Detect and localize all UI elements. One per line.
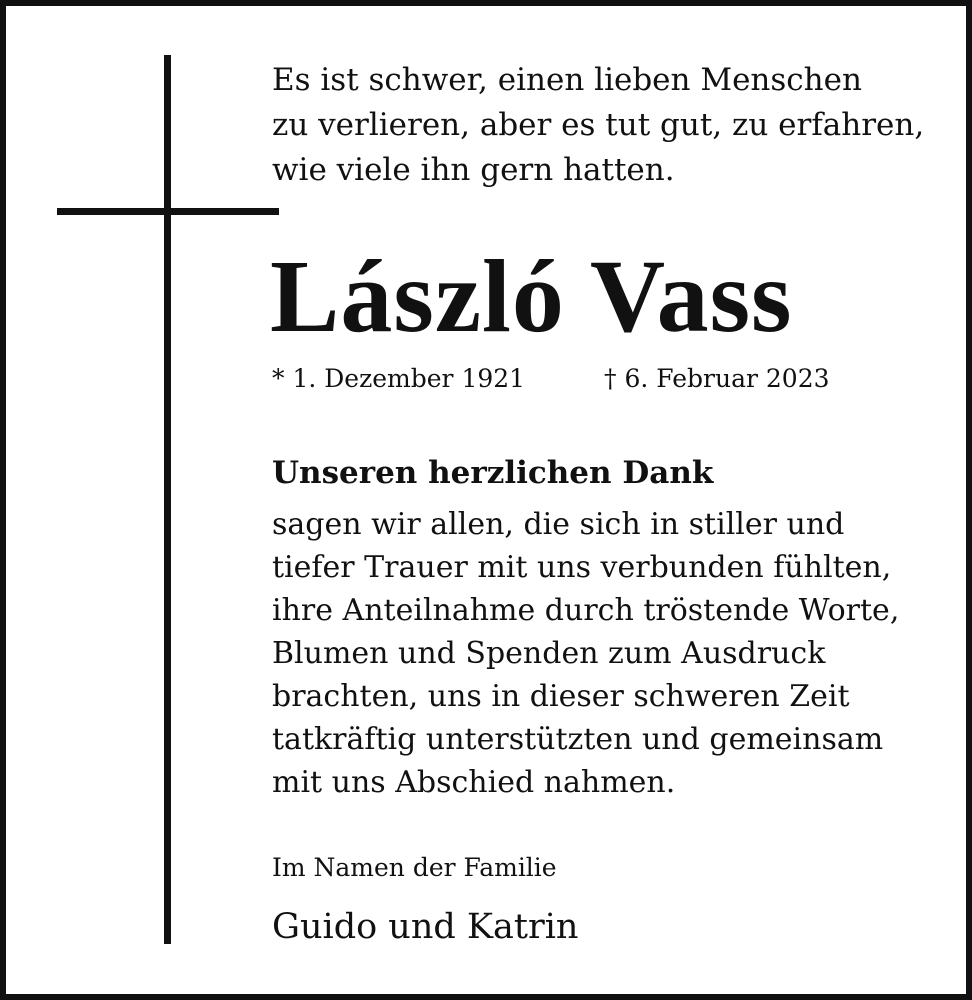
thanks-line: ihre Anteilnahme durch tröstende Worte, xyxy=(272,593,900,628)
thanks-line: sagen wir allen, die sich in stiller und xyxy=(272,507,845,542)
cross-vertical-bar xyxy=(164,55,171,944)
opening-quote xyxy=(272,58,952,193)
cross-horizontal-bar xyxy=(57,208,279,215)
birth-date: * 1. Dezember 1921 xyxy=(272,364,526,393)
thanks-line: mit uns Abschied nahmen. xyxy=(272,765,676,800)
thanks-heading: Unseren herzlichen Dank xyxy=(272,455,714,491)
thanks-line: brachten, uns in dieser schweren Zeit xyxy=(272,679,850,714)
quote-line: wie viele ihn gern hatten. xyxy=(272,152,675,188)
thanks-line: tatkräftig unterstützten und gemeinsam xyxy=(272,722,884,757)
thanks-line: tiefer Trauer mit uns verbunden fühlten, xyxy=(272,550,892,585)
death-date: † 6. Februar 2023 xyxy=(604,364,830,393)
family-intro: Im Namen der Familie xyxy=(272,853,557,882)
family-signature: Guido und Katrin xyxy=(272,907,579,947)
deceased-name: László Vass xyxy=(270,239,793,354)
thanks-line: Blumen und Spenden zum Ausdruck xyxy=(272,636,826,671)
quote-line: zu verlieren, aber es tut gut, zu erfahren, xyxy=(272,107,925,143)
thanks-text xyxy=(272,503,952,804)
quote-line: Es ist schwer, einen lieben Menschen xyxy=(272,62,862,98)
